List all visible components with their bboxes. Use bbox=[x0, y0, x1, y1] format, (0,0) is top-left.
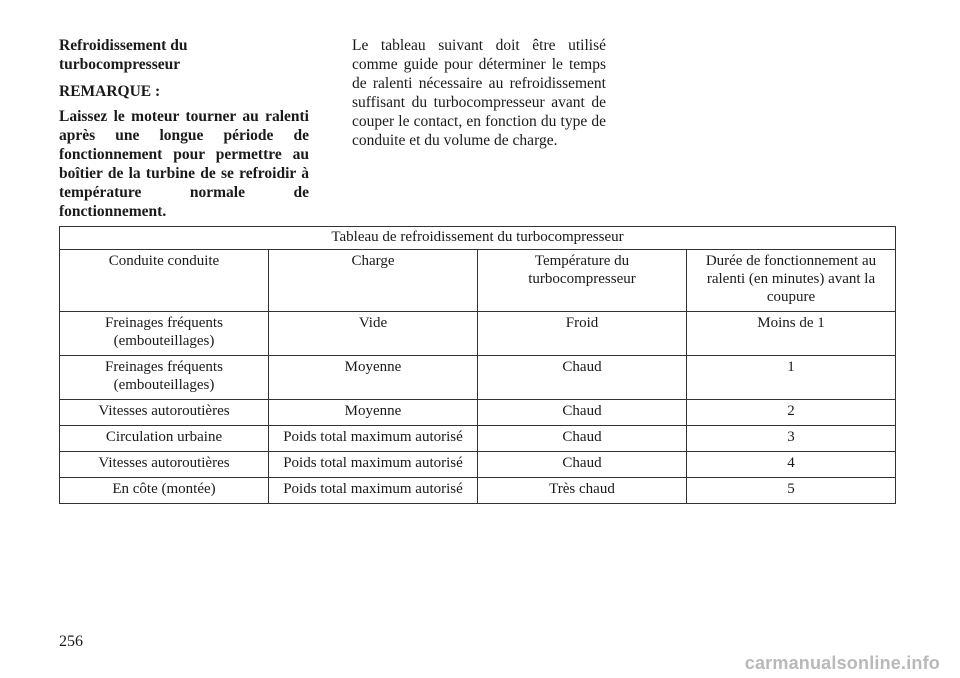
cell-temp: Froid bbox=[478, 312, 687, 356]
cell-minutes: 5 bbox=[687, 478, 896, 504]
cell-temp: Chaud bbox=[478, 356, 687, 400]
table-row bbox=[60, 426, 896, 452]
cell-temp: Chaud bbox=[478, 426, 687, 452]
table-row bbox=[60, 356, 896, 400]
cell-driving: Circulation urbaine bbox=[60, 426, 269, 452]
cell-minutes: 4 bbox=[687, 452, 896, 478]
cell-load: Poids total maximum autorisé bbox=[269, 478, 478, 504]
cell-driving: Freinages fréquents (embouteillages) bbox=[60, 312, 269, 356]
cell-temp: Chaud bbox=[478, 400, 687, 426]
cell-temp: Chaud bbox=[478, 452, 687, 478]
cell-load: Moyenne bbox=[269, 400, 478, 426]
cell-minutes: 2 bbox=[687, 400, 896, 426]
cell-minutes: 1 bbox=[687, 356, 896, 400]
cell-load: Poids total maximum autorisé bbox=[269, 426, 478, 452]
table-header-row bbox=[60, 250, 896, 312]
cell-load: Poids total maximum autorisé bbox=[269, 452, 478, 478]
header-driving: Conduite conduite bbox=[60, 250, 269, 312]
cell-driving: Vitesses autoroutières bbox=[60, 452, 269, 478]
table-row bbox=[60, 312, 896, 356]
table-row bbox=[60, 400, 896, 426]
page-number: 256 bbox=[59, 633, 83, 650]
cell-minutes: 3 bbox=[687, 426, 896, 452]
cell-driving: Vitesses autoroutières bbox=[60, 400, 269, 426]
table-row bbox=[60, 452, 896, 478]
header-load: Charge bbox=[269, 250, 478, 312]
cell-load: Moyenne bbox=[269, 356, 478, 400]
right-column bbox=[352, 36, 606, 150]
intro-paragraph: Le tableau suivant doit être utilisé comme guide pour déterminer le temps de ralenti nécessaire au refroidissement suffisant du turbocompresseur avant de couper le contact, en fonction du type de conduite et du volume de charge. bbox=[352, 37, 606, 149]
left-column bbox=[59, 36, 309, 221]
remark-label: REMARQUE : bbox=[59, 83, 161, 100]
cell-temp: Très chaud bbox=[478, 478, 687, 504]
site-watermark: carmanualsonline.info bbox=[744, 653, 940, 673]
cell-load: Vide bbox=[269, 312, 478, 356]
cooling-table bbox=[59, 226, 896, 504]
header-turbo-temp: Température du turbocompresseur bbox=[478, 250, 687, 312]
section-title: Refroidissement du turbocompresseur bbox=[59, 37, 188, 73]
cell-minutes: Moins de 1 bbox=[687, 312, 896, 356]
header-idle-time: Durée de fonctionnement au ralenti (en minutes) avant la coupure bbox=[687, 250, 896, 312]
table-row bbox=[60, 478, 896, 504]
table-caption: Tableau de refroidissement du turbocompresseur bbox=[60, 227, 896, 250]
remark-text: Laissez le moteur tourner au ralenti après une longue période de fonctionnement pour permettre au boîtier de la turbine de se refroidir à température normale de fonctionnement. bbox=[59, 108, 309, 220]
cell-driving: Freinages fréquents (embouteillages) bbox=[60, 356, 269, 400]
cell-driving: En côte (montée) bbox=[60, 478, 269, 504]
